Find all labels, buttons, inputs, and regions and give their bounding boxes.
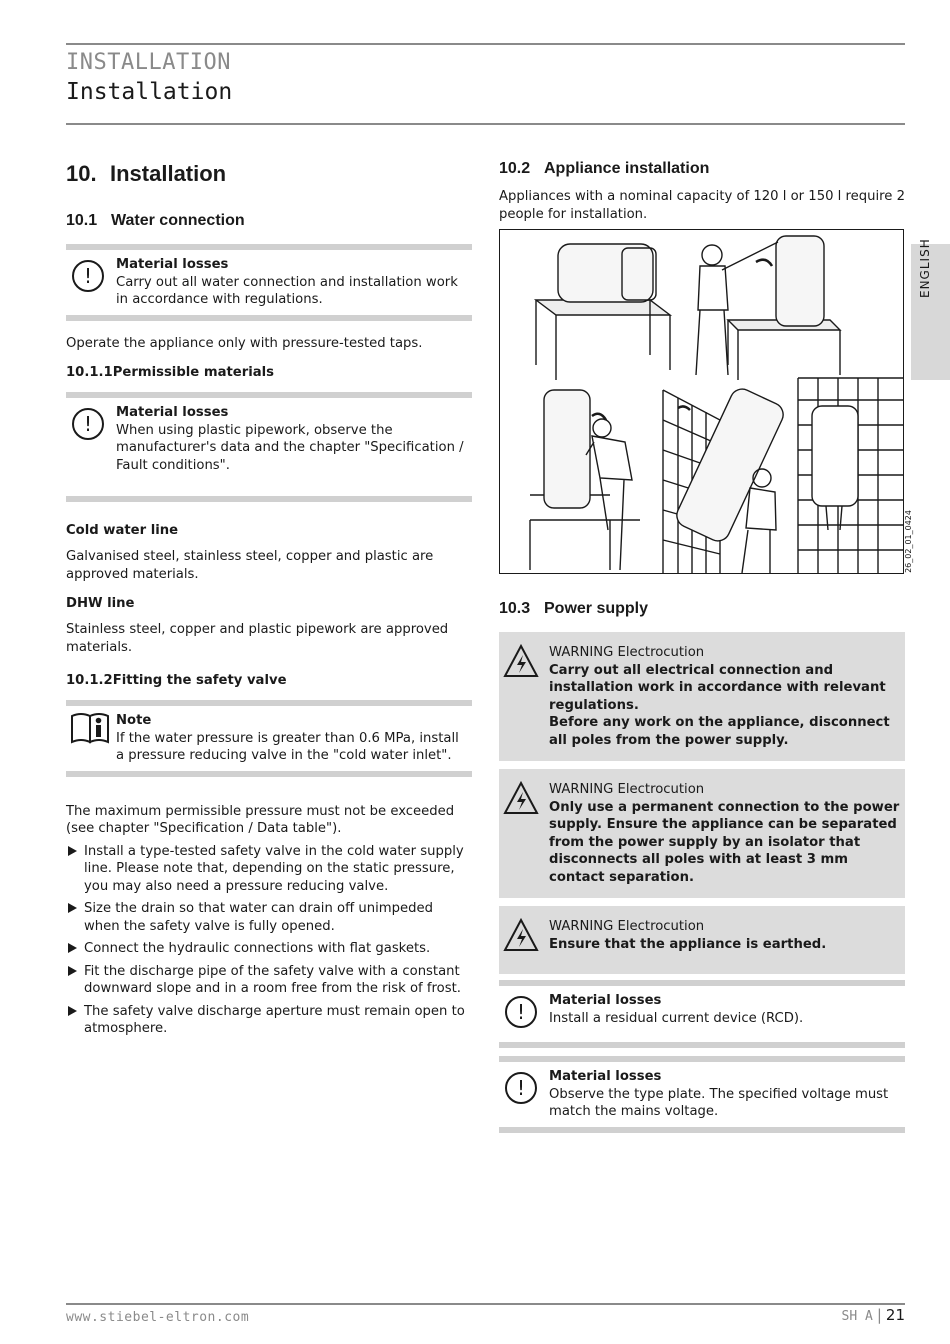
- notice-text: Install a residual current device (RCD).: [549, 1010, 804, 1026]
- notice-title: Material losses: [549, 1069, 662, 1084]
- top-rule: [66, 43, 905, 45]
- note-title: Note: [116, 713, 152, 728]
- electrocution-warning-icon: [503, 781, 539, 815]
- page-number: 21: [885, 1306, 905, 1324]
- material-losses-notice-2: [66, 392, 472, 502]
- warning-text-line2: Before any work on the appliance, disconnect all poles from the power supply.: [549, 715, 890, 748]
- figure-code: 26_02_01_0424: [904, 510, 913, 573]
- list-item: Install a type-tested safety valve in the cold water supply line. Please note that, depending on the static pressure, you may also need a pressure reducing valve.: [66, 843, 472, 896]
- installation-illustration: [499, 229, 913, 574]
- right-column: [499, 158, 913, 1147]
- section-10-1-heading: 10.1 Water connection: [66, 212, 245, 229]
- section-10-1-2-heading: 10.1.2Fitting the safety valve: [66, 673, 287, 688]
- dhw-line-text: Stainless steel, copper and plastic pipework are approved materials.: [66, 622, 449, 655]
- pressure-taps-paragraph: Operate the appliance only with pressure-tested taps.: [66, 335, 423, 351]
- material-losses-notice-1: [66, 244, 472, 321]
- footer-page-info: [842, 1307, 905, 1326]
- material-losses-notice-4: [499, 1056, 905, 1133]
- warning-title: WARNING Electrocution: [549, 782, 705, 797]
- section-10-2-heading: 10.2 Appliance installation: [499, 160, 710, 177]
- list-item: Fit the discharge pipe of the safety valve with a constant downward slope and in a room free from the risk of frost.: [66, 963, 472, 998]
- warning-text: Only use a permanent connection to the power supply. Ensure the appliance can be separated from the power supply by an isolator that disconnects all poles with at least 3 mm contact separation.: [549, 799, 900, 885]
- language-tab[interactable]: [911, 238, 950, 380]
- footer-url[interactable]: www.stiebel-eltron.com: [66, 1310, 250, 1325]
- appliance-installation-text: Appliances with a nominal capacity of 120 l or 150 l require 2 people for installation.: [499, 189, 905, 222]
- list-item: Connect the hydraulic connections with flat gaskets.: [66, 940, 472, 958]
- exclamation-icon: !: [72, 408, 104, 440]
- electrocution-warning-icon: [503, 918, 539, 952]
- electrocution-warning-icon: [503, 644, 539, 678]
- dhw-line-heading: DHW line: [66, 596, 135, 611]
- bullet-triangle-icon: [68, 903, 77, 913]
- warning-title: WARNING Electrocution: [549, 919, 705, 934]
- note-text: If the water pressure is greater than 0.6 MPa, install a pressure reducing valve in the "cold water inlet".: [116, 730, 459, 763]
- warning-electrocution-1: [499, 632, 905, 761]
- list-item: Size the drain so that water can drain off unimpeded when the safety valve is fully opened.: [66, 900, 472, 935]
- warning-electrocution-3: [499, 906, 905, 974]
- warning-electrocution-2: [499, 769, 905, 898]
- cold-water-line-text: Galvanised steel, stainless steel, copper and plastic are approved materials.: [66, 549, 434, 582]
- exclamation-icon: !: [72, 260, 104, 292]
- footer-rule: [66, 1303, 905, 1305]
- warning-text: Ensure that the appliance is earthed.: [549, 936, 827, 952]
- safety-valve-steps: [66, 843, 472, 1038]
- warning-title: WARNING Electrocution: [549, 645, 705, 660]
- notice-title: Material losses: [549, 993, 662, 1008]
- list-item: The safety valve discharge aperture must remain open to atmosphere.: [66, 1003, 472, 1038]
- bullet-triangle-icon: [68, 966, 77, 976]
- note-box: [66, 700, 472, 777]
- notice-text: Carry out all water connection and installation work in accordance with regulations.: [116, 274, 458, 307]
- section-10-heading: 10. Installation: [66, 161, 227, 186]
- installation-drawing: [500, 230, 903, 573]
- section-10-3-heading: 10.3 Power supply: [499, 600, 649, 617]
- notice-text: Observe the type plate. The specified voltage must match the mains voltage.: [549, 1086, 889, 1119]
- footer-doc-code: SH A: [841, 1309, 873, 1324]
- notice-title: Material losses: [116, 405, 229, 420]
- bullet-triangle-icon: [68, 846, 77, 856]
- exclamation-icon: !: [505, 996, 537, 1028]
- section-10-1-1-heading: 10.1.1Permissible materials: [66, 365, 275, 380]
- header-rule: [66, 123, 905, 125]
- footer-separator: |: [876, 1306, 882, 1324]
- notice-text: When using plastic pipework, observe the manufacturer's data and the chapter "Specification / Fault conditions".: [116, 422, 464, 473]
- warning-text-line1: Carry out all electrical connection and installation work in accordance with relevant regulations.: [549, 662, 886, 713]
- left-column: [66, 158, 472, 1043]
- notice-title: Material losses: [116, 257, 229, 272]
- language-tab-label: ENGLISH: [918, 238, 932, 298]
- exclamation-icon: !: [505, 1072, 537, 1104]
- header-title-upper: INSTALLATION: [66, 50, 231, 75]
- book-info-icon: [70, 712, 112, 744]
- header-title: Installation: [66, 79, 233, 105]
- max-pressure-paragraph: The maximum permissible pressure must not be exceeded (see chapter "Specification / Data table").: [66, 803, 455, 836]
- bullet-triangle-icon: [68, 1006, 77, 1016]
- cold-water-line-heading: Cold water line: [66, 523, 179, 538]
- material-losses-notice-3: [499, 980, 905, 1048]
- bullet-triangle-icon: [68, 943, 77, 953]
